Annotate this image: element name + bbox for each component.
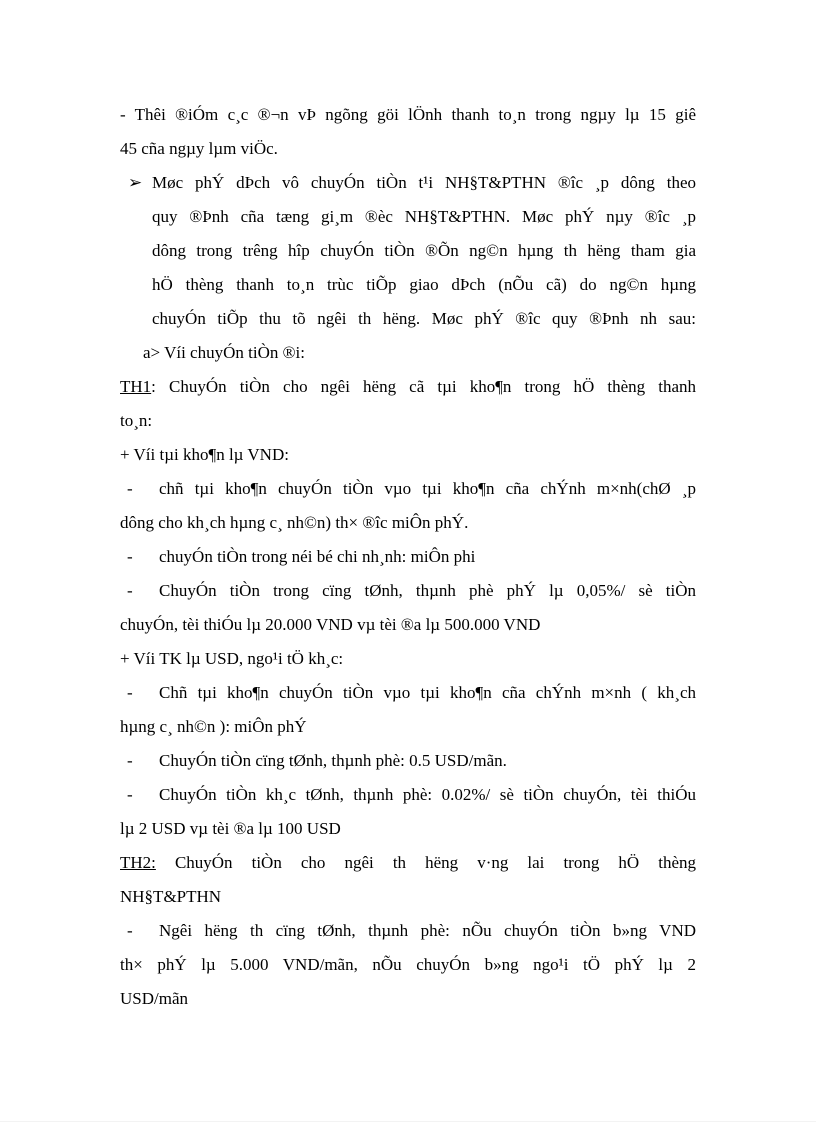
dash-bullet: - — [127, 479, 133, 498]
paragraph-line: 45 cña ngµy lµm viÖc. — [120, 139, 278, 158]
paragraph-line: chuyÓn tiÒn trong néi bé chi nh¸nh: miÔn phi — [159, 547, 476, 566]
subheading: + Víi TK lµ USD, ngo¹i tÖ kh¸c: — [120, 649, 344, 668]
paragraph-line: dông cho kh¸ch hµng c¸ nh©n) th× ®îc miÔn phÝ. — [120, 513, 469, 532]
paragraph-line: - Thêi ®iÓm c¸c ®¬n vÞ ngõng göi lÖnh thanh to¸n trong ngµy lµ 15 giê — [120, 105, 696, 124]
paragraph-line: ChuyÓn tiÒn trong cïng tØnh, thµnh phè phÝ lµ 0,05%/ sè tiÒn — [159, 581, 696, 600]
paragraph-line: chuyÓn tiÕp thu tõ ngêi th hëng. Møc phÝ ®îc quy ®Þnh nh sau: — [152, 309, 696, 328]
paragraph-line: th× phÝ lµ 5.000 VND/mãn, nÕu chuyÓn b»ng ngo¹i tÖ phÝ lµ 2 — [120, 955, 696, 974]
paragraph-line: chuyÓn, tèi thiÓu lµ 20.000 VND vµ tèi ®a lµ 500.000 VND — [120, 615, 541, 634]
page-bottom-edge — [0, 1121, 816, 1122]
subheading: a> Víi chuyÓn tiÒn ®i: — [143, 343, 305, 362]
paragraph-line: hµng c¸ nh©n ): miÔn phÝ — [120, 717, 307, 736]
case-label: TH1 — [120, 377, 152, 396]
dash-bullet: - — [127, 921, 133, 940]
case-text: ChuyÓn tiÒn cho ngêi th hëng v·ng lai trong hÖ thèng — [155, 853, 696, 872]
dash-bullet: - — [127, 581, 133, 600]
dash-bullet: - — [127, 683, 133, 702]
paragraph-line: hÖ thèng thanh to¸n trùc tiÕp giao dÞch (nÕu cã) do ng©n hµng — [152, 275, 696, 294]
paragraph-line — [120, 853, 696, 873]
dash-bullet: - — [127, 751, 133, 770]
paragraph-line: ChuyÓn tiÒn kh¸c tØnh, thµnh phè: 0.02%/ sè tiÒn chuyÓn, tèi thiÓu — [159, 785, 696, 804]
dash-bullet: - — [127, 547, 133, 566]
paragraph-line — [120, 377, 696, 397]
paragraph-line: dông trong trêng hîp chuyÓn tiÒn ®Õn ng©n hµng th hëng tham gia — [152, 241, 696, 260]
paragraph-line: ChuyÓn tiÒn cïng tØnh, thµnh phè: 0.5 USD/mãn. — [159, 751, 507, 770]
paragraph-line: lµ 2 USD vµ tèi ®a lµ 100 USD — [120, 819, 341, 838]
case-label: TH2: — [120, 853, 156, 872]
paragraph-line: Chñ tµi kho¶n chuyÓn tiÒn vµo tµi kho¶n cña chÝnh m×nh ( kh¸ch — [159, 683, 696, 702]
arrow-bullet-icon: ➢ — [128, 173, 143, 192]
paragraph-line: NH§T&PTHN — [120, 887, 222, 906]
paragraph-line: USD/mãn — [120, 989, 188, 1008]
dash-bullet: - — [127, 785, 133, 804]
subheading: + Víi tµi kho¶n lµ VND: — [120, 445, 289, 464]
paragraph-line: chñ tµi kho¶n chuyÓn tiÒn vµo tµi kho¶n cña chÝnh m×nh(chØ ¸p — [159, 479, 696, 498]
paragraph-line: Møc phÝ dÞch vô chuyÓn tiÒn t¹i NH§T&PTHN ®îc ¸p dông theo — [152, 173, 696, 192]
paragraph-line: Ngêi hëng th cïng tØnh, thµnh phè: nÕu chuyÓn tiÒn b»ng VND — [159, 921, 696, 940]
case-text: : ChuyÓn tiÒn cho ngêi hëng cã tµi kho¶n trong hÖ thèng thanh — [151, 377, 696, 396]
paragraph-line: to¸n: — [120, 411, 153, 430]
paragraph-line: quy ®Þnh cña tæng gi¸m ®èc NH§T&PTHN. Møc phÝ nµy ®îc ¸p — [152, 207, 696, 226]
